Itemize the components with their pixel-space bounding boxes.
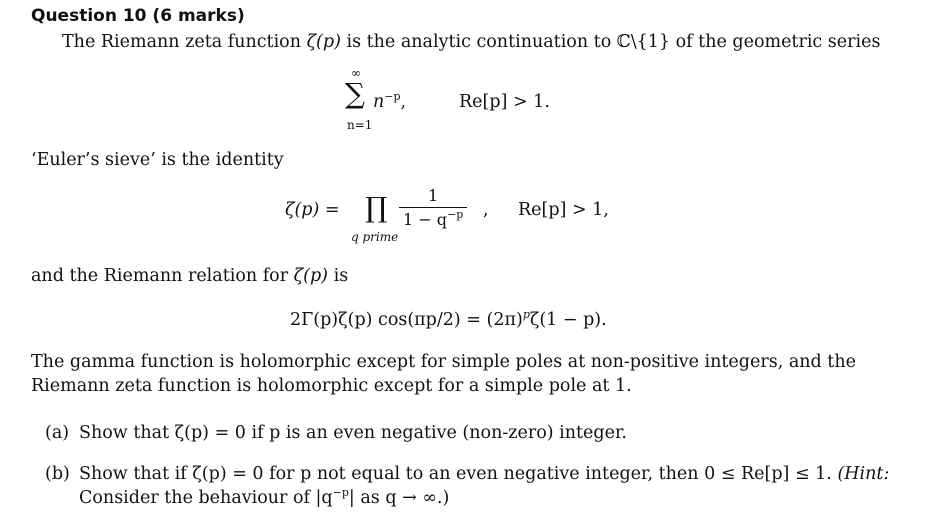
sieve-lhs: ζ(p) = [285,200,340,220]
series-upper-limit: ∞ [351,66,361,80]
part-b-line2: Consider the behaviour of $|q^{-p}|$ as q → ∞.) [79,486,450,508]
relation-exponent: p [522,308,530,321]
sieve-fraction-denominator: $1 - q^{-p}$ [399,207,467,229]
intro-suffix: is the analytic continuation to ℂ\{1} of the geometric series [346,32,881,52]
sieve-fraction [399,186,467,229]
riemann-relation [290,310,607,330]
question-title: Question 10 (6 marks) [31,6,245,26]
sieve-product-subscript: q prime [351,230,399,244]
series-sigma-symbol: ∑ [345,77,365,110]
sieve-equation [285,186,625,250]
part-b-label: (b) [45,464,70,484]
sieve-condition: Re[p] > 1, [518,200,609,220]
part-b-line1: Show that if ζ(p) = 0 for p not equal to an even negative integer, then 0 ≤ Re[p] ≤ 1. (Hint: [79,464,890,484]
intro-prefix: The Riemann zeta function [62,32,301,52]
series-condition: Re[p] > 1. [459,92,550,112]
relation-lhs: 2Γ(p)ζ(p) cos(πp/2) = (2π) [290,310,523,330]
part-a-text: Show that ζ(p) = 0 if p is an even negative (non-zero) integer. [79,423,627,443]
intro-line [62,32,880,52]
series-lower-limit: n=1 [347,118,373,132]
gamma-paragraph-line2: Riemann zeta function is holomorphic except for a simple pole at 1. [31,376,632,396]
series-equation [343,66,603,136]
sieve-comma: , [483,200,489,220]
gamma-paragraph-line1: The gamma function is holomorphic except for simple poles at non-positive integers, and the [31,352,856,372]
sieve-intro: ‘Euler’s sieve’ is the identity [31,150,284,170]
relation-rhs: ζ(1 − p). [529,310,607,330]
sieve-fraction-numerator: 1 [428,186,439,205]
relation-intro: and the Riemann relation for ζ(p) is [31,266,349,286]
part-a-label: (a) [45,423,70,443]
sieve-product-symbol: ∏ [365,191,388,224]
intro-zeta: ζ(p) [306,32,341,52]
series-term: $n^{-p}$, [373,90,407,112]
